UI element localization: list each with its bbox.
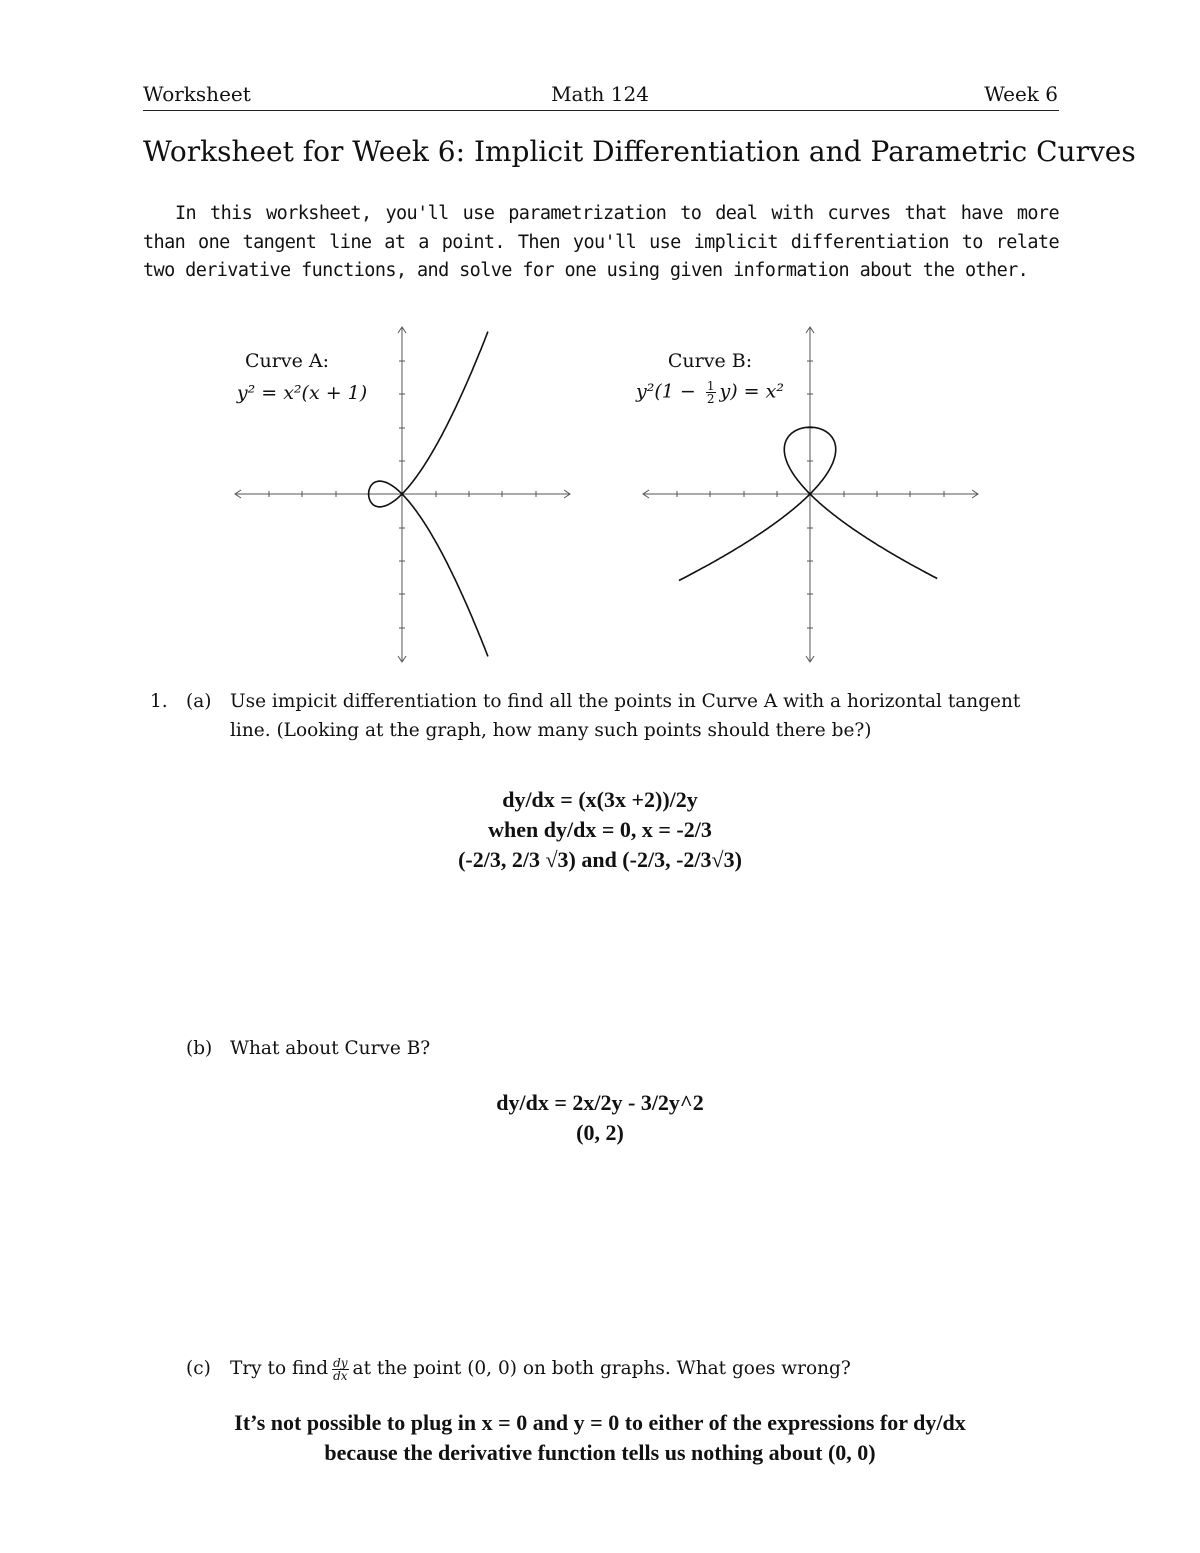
header-right: Week 6 [984,82,1058,106]
curve-a-label: Curve A: [245,350,329,372]
curve-b-label: Curve B: [667,350,753,372]
answer-line: when dy/dx = 0, x = -2/3 [488,817,712,842]
header-rule [143,110,1059,111]
answer-line: (-2/3, 2/3 √3) and (-2/3, -2/3√3) [458,847,742,872]
part-a-label: (a) [186,691,212,712]
header-left: Worksheet [143,82,251,106]
part-c-text: Try to find $\frac{dy}{dx}$ at the point (0, 0) on both graphs. What goes wrong? [230,1355,851,1383]
dy-dx-fraction: $\frac{dy}{dx}$ [333,1355,348,1383]
curve-a-graph [230,322,575,667]
intro-paragraph: In this worksheet, you'll use parametrization to deal with curves that have more than one tangent line at a point. Then you'll use implicit differentiation to relate two derivative functions, and solve for one using given information about the other. [143,203,1059,281]
part-b-text: What about Curve B? [230,1038,431,1059]
answer-line: (0, 2) [576,1120,624,1145]
header-center: Math 124 [551,82,649,106]
question-number: 1. [150,691,168,712]
part-b-answer [0,1088,1200,1148]
curve-b-graph [638,322,983,667]
part-a-text: Use impicit differentiation to find all the points in Curve A with a horizontal tangent line. (Looking at the graph, how many such points should there be?) [230,691,1021,741]
curve-b-equation: y²(1 − $\frac{1}{2}$ y) = x² [636,379,784,406]
answer-line: because the derivative function tells us nothing about (0, 0) [324,1440,876,1465]
part-c-answer [0,1408,1200,1468]
part-b-label: (b) [186,1038,213,1059]
answer-line: dy/dx = 2x/2y - 3/2y^2 [496,1090,704,1115]
curve-b-path [679,427,937,580]
answer-line: dy/dx = (x(3x +2))/2y [502,787,698,812]
part-c-label: (c) [186,1358,211,1379]
part-a-answer [0,785,1200,875]
curve-a-equation: y² = x²(x + 1) [236,382,368,404]
answer-line: It’s not possible to plug in x = 0 and y = 0 to either of the expressions for dy/dx [234,1410,966,1435]
page-title: Worksheet for Week 6: Implicit Differentiation and Parametric Curves [143,135,1136,168]
